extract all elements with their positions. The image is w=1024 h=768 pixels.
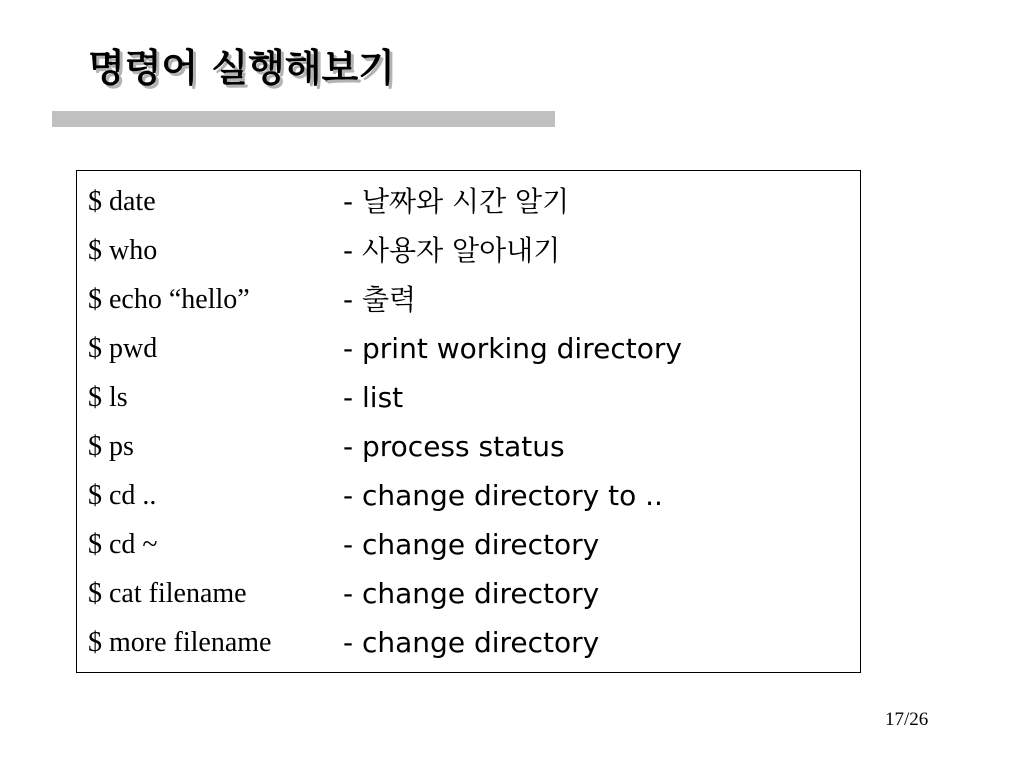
command-row	[77, 179, 860, 225]
command-text: $ echo “hello”	[88, 284, 250, 315]
command-description: - 날짜와 시간 알기	[343, 185, 570, 218]
page-number: 17/26	[885, 709, 929, 730]
slide-title: 명령어 실행해보기	[88, 46, 395, 90]
command-row	[77, 424, 860, 470]
command-text: $ date	[88, 186, 156, 217]
command-text: $ cd ~	[88, 529, 158, 560]
command-text: $ who	[88, 235, 158, 266]
command-description: - process status	[343, 430, 565, 463]
command-row	[77, 277, 860, 323]
command-text: $ more filename	[88, 627, 272, 658]
command-text: $ cat filename	[88, 578, 247, 609]
title-underline-bar	[52, 111, 555, 127]
command-text: $ ls	[88, 382, 128, 413]
command-description: - change directory	[343, 626, 600, 659]
command-text: $ cd ..	[88, 480, 157, 511]
command-row	[77, 228, 860, 274]
command-row	[77, 326, 860, 372]
command-description: - print working directory	[343, 332, 682, 365]
command-row	[77, 620, 860, 666]
command-list-box	[76, 170, 861, 673]
command-row	[77, 522, 860, 568]
command-text: $ pwd	[88, 333, 158, 364]
command-text: $ ps	[88, 431, 134, 462]
command-description: - 출력	[343, 283, 417, 316]
command-row	[77, 473, 860, 519]
command-description: - change directory to ..	[343, 479, 663, 512]
command-description: - change directory	[343, 577, 600, 610]
command-description: - change directory	[343, 528, 600, 561]
command-row	[77, 375, 860, 421]
command-description: - list	[343, 381, 404, 414]
command-description: - 사용자 알아내기	[343, 234, 561, 267]
command-row	[77, 571, 860, 617]
